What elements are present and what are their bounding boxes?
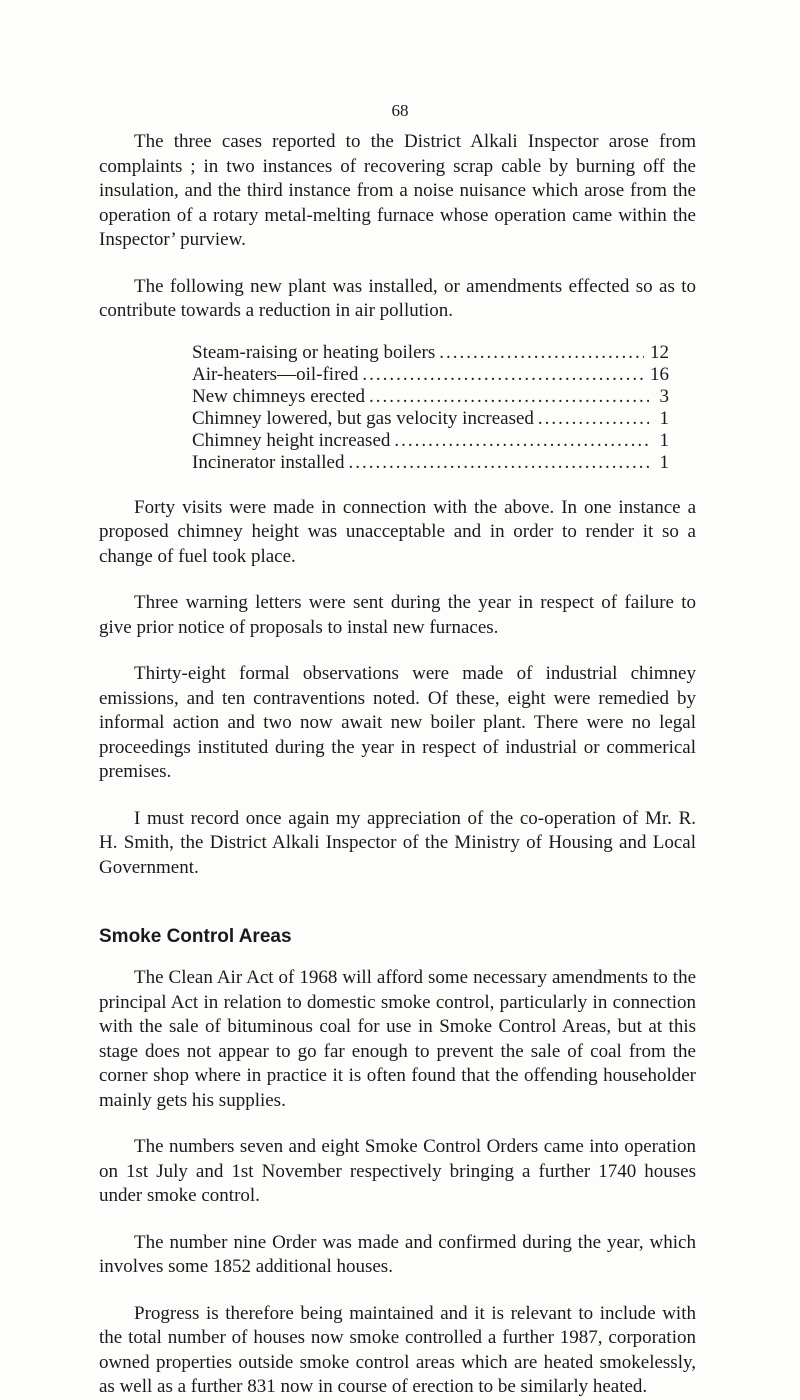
page-number: 68: [391, 101, 409, 120]
dot-leader: [538, 408, 649, 430]
paragraph-order-nine: The number nine Order was made and confirmed during the year, which involves some 1852 additional houses.: [99, 1231, 696, 1277]
dot-leader: [362, 364, 644, 386]
paragraph-progress: Progress is therefore being maintained and it is relevant to include with the total number of houses now smoke controlled a further 1987, corporation owned properties outside smoke control areas which are heated smokelessly, as well as a further 831 now in course of erection to be similarly heated.: [99, 1302, 696, 1397]
section-heading: Smoke Control Areas: [99, 926, 292, 947]
dot-leader: [394, 430, 649, 452]
list-item-value: 1: [659, 429, 669, 451]
list-item-label: New chimneys erected: [192, 385, 366, 407]
list-item: [192, 430, 669, 452]
plant-list: [192, 342, 669, 474]
list-item: [192, 364, 669, 386]
list-item-label: Air-heaters—oil-fired: [192, 363, 359, 385]
paragraph-forty-visits: Forty visits were made in connection with the above. In one instance a proposed chimney height was unacceptable and in order to render it so a change of fuel took place.: [99, 496, 696, 567]
paragraph-warning-letters: Three warning letters were sent during the year in respect of failure to give prior notice of proposals to instal new furnaces.: [99, 592, 696, 638]
list-item-value: 3: [659, 385, 669, 407]
list-item: [192, 408, 669, 430]
paragraph-clean-air-act: The Clean Air Act of 1968 will afford some necessary amendments to the principal Act in relation to domestic smoke control, particularly in connection with the sale of bituminous coal for use in Smoke Control Areas, but at this stage does not appear to go far enough to prevent the sale of coal from the corner shop where in practice it is often found that the offending householder mainly gets his supplies.: [99, 967, 696, 1111]
list-item: [192, 342, 669, 364]
list-item-value: 12: [650, 341, 669, 363]
paragraph-alkali-inspector-cases: The three cases reported to the District Alkali Inspector arose from complaints ; in two instances of recovering scrap cable by burning off the insulation, and the third instance from a noise nuisance which arose from the operation of a rotary metal-melting furnace whose operation came within the Inspector’ purview.: [99, 131, 696, 250]
dot-leader: [439, 342, 644, 364]
list-item-value: 1: [659, 451, 669, 473]
paragraph-orders-seven-eight: The numbers seven and eight Smoke Control Orders came into operation on 1st July and 1st November respectively bringing a further 1740 houses under smoke control.: [99, 1136, 696, 1206]
page-content: [99, 130, 696, 1400]
dot-leader: [369, 386, 649, 408]
list-item-label: Chimney height increased: [192, 429, 391, 451]
paragraph-appreciation: I must record once again my appreciation of the co-operation of Mr. R. H. Smith, the District Alkali Inspector of the Ministry of Housing and Local Government.: [99, 807, 696, 878]
list-item-value: 16: [650, 363, 669, 385]
paragraph-new-plant-intro: The following new plant was installed, or amendments effected so as to contribute towards a reduction in air pollution.: [99, 275, 696, 321]
list-item-label: Incinerator installed: [192, 451, 345, 473]
paragraph-chimney-observations: Thirty-eight formal observations were made of industrial chimney emissions, and ten contraventions noted. Of these, eight were remedied by informal action and two now await new boiler plant. There were no legal proceedings instituted during the year in respect of industrial or commerical premises.: [99, 663, 696, 782]
list-item-label: Steam-raising or heating boilers: [192, 341, 436, 363]
dot-leader: [348, 452, 649, 474]
list-item: [192, 452, 669, 474]
list-item-label: Chimney lowered, but gas velocity increased: [192, 407, 534, 429]
list-item: [192, 386, 669, 408]
list-item-value: 1: [659, 407, 669, 429]
